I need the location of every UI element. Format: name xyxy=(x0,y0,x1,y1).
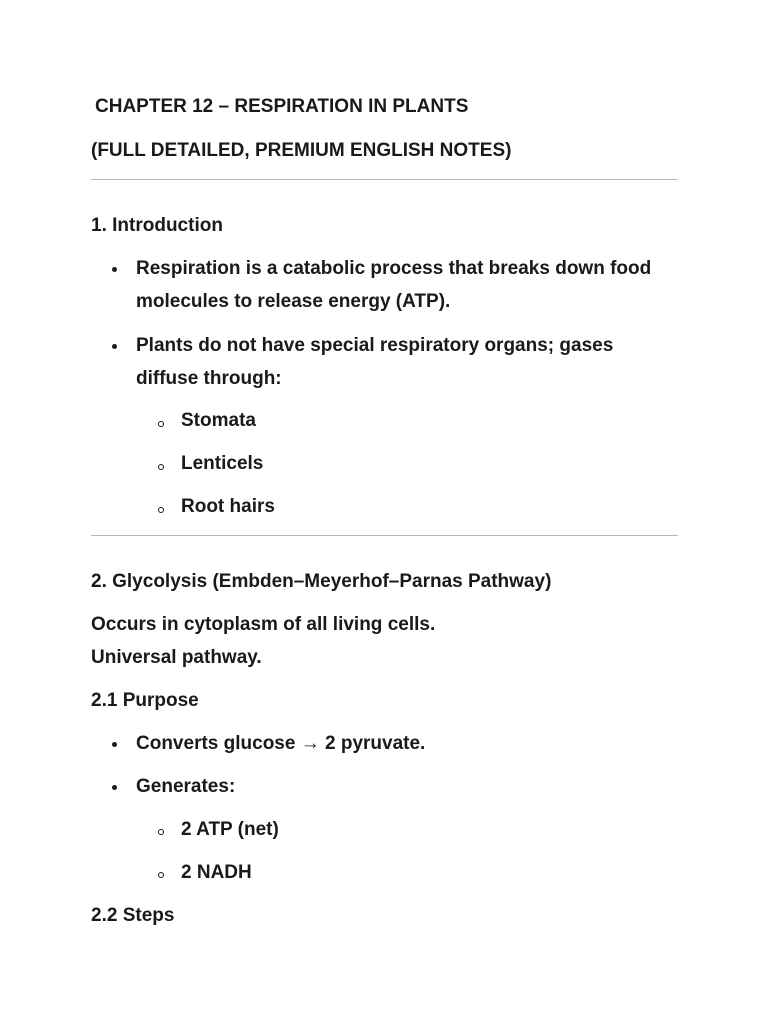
sub-bullet-icon xyxy=(158,464,164,470)
paragraph-line: Universal pathway. xyxy=(91,647,262,668)
bullet-icon xyxy=(112,267,117,272)
section-divider xyxy=(91,179,678,180)
bullet-text: Respiration is a catabolic process that breaks down food xyxy=(136,258,652,279)
sub-list-item: Lenticels xyxy=(181,453,264,474)
section-heading-introduction: 1. Introduction xyxy=(91,215,223,236)
bullet-text: Generates: xyxy=(136,776,236,797)
sub-bullet-icon xyxy=(158,421,164,427)
bullet-text: diffuse through: xyxy=(136,368,282,389)
section-heading-glycolysis: 2. Glycolysis (Embden–Meyerhof–Parnas Pathway) xyxy=(91,571,552,592)
bullet-icon xyxy=(112,344,117,349)
bullet-icon xyxy=(112,742,117,747)
sub-bullet-icon xyxy=(158,872,164,878)
chapter-subtitle: (FULL DETAILED, PREMIUM ENGLISH NOTES) xyxy=(91,140,512,161)
subsection-heading-purpose: 2.1 Purpose xyxy=(91,690,199,711)
bullet-text: Converts glucose → 2 pyruvate. xyxy=(136,733,426,754)
sub-list-item: 2 NADH xyxy=(181,862,252,883)
sub-bullet-icon xyxy=(158,829,164,835)
section-divider xyxy=(91,535,678,536)
sub-bullet-icon xyxy=(158,507,164,513)
bullet-text: molecules to release energy (ATP). xyxy=(136,291,451,312)
chapter-title: CHAPTER 12 – RESPIRATION IN PLANTS xyxy=(95,96,469,117)
subsection-heading-steps: 2.2 Steps xyxy=(91,905,175,926)
paragraph-line: Occurs in cytoplasm of all living cells. xyxy=(91,614,436,635)
sub-list-item: Root hairs xyxy=(181,496,275,517)
bullet-icon xyxy=(112,785,117,790)
sub-list-item: 2 ATP (net) xyxy=(181,819,279,840)
bullet-text: Plants do not have special respiratory organs; gases xyxy=(136,335,614,356)
sub-list-item: Stomata xyxy=(181,410,256,431)
